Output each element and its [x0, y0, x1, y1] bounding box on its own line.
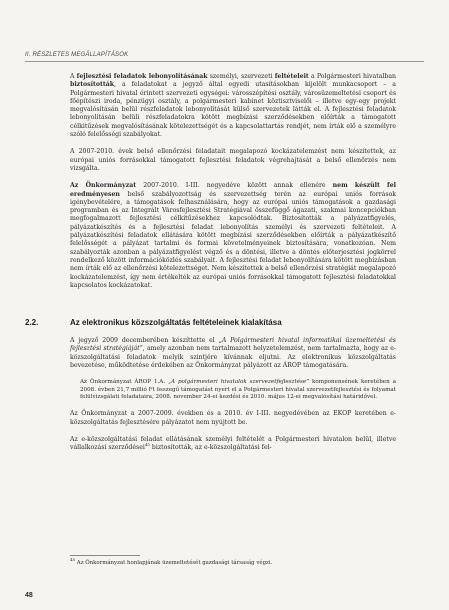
section-title: Az elektronikus közszolgáltatás feltételeinek kialakítása: [70, 318, 282, 327]
footnote-divider: [70, 555, 140, 556]
p3-bold-b: nem készült fel eredményesen: [70, 182, 397, 198]
section-number: 2.2.: [25, 318, 39, 327]
running-header: II. RÉSZLETES MEGÁLLAPÍTÁSOK: [25, 52, 129, 58]
p1-bold-a: fejlesztési feladatok lebonyolításának: [76, 73, 208, 80]
quote-text-b: komponensének keretében a 2008. évben 21,7 millió Ft összegű támogatást nyert el a Polgármesteri hivatal szervezetfejlesztési és folyamat felülvizsgálati feladataira, 2008. november 24-ei kezdési és 2010. május 12-ei megvalósítási határidővel.: [80, 379, 396, 400]
footnote-text: Az Önkormányzat honlapjának üzemeltetését gazdasági társaság végzi.: [75, 560, 273, 566]
paragraph-ekop: Az Önkormányzat a 2007-2009. években és a 2010. év I-III. negyedévében az EKOP keretében e-közszolgáltatás fejlesztésére pályázatot nem nyújtott be.: [70, 410, 396, 426]
p3-text-c: belső szabályozottság és szervezettség terén az európai uniós források igénybevételére, a támogatások felhasználására, hogy az európai uniós támogatások a gazdasági programban és az Integrált Városfejlesztési Stratégiával összefüggő ágazati, szakmai koncepciókban megfogalmazott fejlesztési célkitűzésekhez kapcsolódtak. Biztosították a pályázatfigyelés, pályázatkészítés és a fejlesztési feladat lebonyolítás személyi és szervezeti feltételeit. A pályázatkészítési feladatok ellátására kötött megbízási szerződésekben előírták a pályázatkészítő felelősségét a pályázat tartalmi és formai követelményeinek biztosítására, vonatkozóan. Nem szabályozták azonban a pályázatfigyelést végző és a döntési, illetve a döntés előterjesztési jogkörrel rendelkező között információközlés szabályait. A fejlesztési feladat lebonyolítására kötött megbízásban nem írták elő az ellenőrzési kötelezettséget. Nem készítettek a belső ellenőrzési stratégiát megalapozó kockázatelemzést, így nem értékelték az európai uniós forrásokkal támogatott fejlesztési feladatokkal kapcsolatos kockázatokat.: [70, 190, 396, 289]
paragraph-risk-analysis: A 2007-2010. évek belső ellenőrzési feladatait megalapozó kockázatelemzést nem készítettek, az európai uniós forrásokkal támogatott fejlesztési feladatok végrehajtását a belső ellenőrzés nem vizsgálta.: [70, 148, 396, 172]
paragraph-arop-grant: [80, 379, 396, 401]
s3-text-b: biztosították, az e-közszolgáltatási fel-: [149, 444, 272, 452]
paragraph-organizational-conditions: [70, 73, 396, 139]
main-text-block: [70, 73, 396, 299]
p1-bold-c: biztosították: [70, 81, 115, 89]
footnote: [70, 557, 396, 567]
p1-bold-b: feltételeit: [274, 73, 309, 80]
s1-text-b: , amely azonban nem tartalmazott helyzetelemzést, nem tartalmazta, hogy az e-közszolgáltatási feladatok melyik szintjére kívánnak eljutni. Az elektronikus közszolgáltatás bevezetése, működtetése érdekében az Önkormányzat pályázott az ÁROP támogatására.: [70, 345, 396, 369]
page-number: 48: [25, 592, 33, 599]
s1-italic: „A Polgármesteri hivatal informatikai üzemeltetési és fejlesztési stratégiáját”: [70, 337, 396, 353]
p1-text-d: a Polgármesteri hivatalban: [308, 73, 396, 80]
paragraph-personnel: [70, 436, 396, 453]
quote-text-a: Az Önkormányzat ÁROP 1.A.: [80, 379, 169, 386]
quote-italic: „A polgármesteri hivatalok szervezetfejlesztése”: [168, 379, 310, 386]
p3-bold-a: Az Önkormányzat: [70, 182, 137, 190]
s3-text-a: Az e-közszolgáltatási feladat ellátásának személyi feltételét a Polgármesteri hivatalon belül, illetve vállalkozási szerződései: [70, 436, 396, 452]
paragraph-summary: [70, 182, 396, 290]
s1-text-a: A jegyző 2009 decemberében készíttette el: [70, 337, 219, 344]
p1-text-a: A: [70, 73, 77, 80]
paragraph-strategy: [70, 337, 396, 370]
section-text-block: [70, 337, 396, 462]
footnote-number: 45: [70, 557, 76, 563]
footnote-ref: 45: [144, 442, 150, 448]
header-divider: [25, 61, 424, 62]
p3-text-a: 2007-2010. I-III. negyedéve között annak ellenére: [136, 182, 333, 190]
p1-text-c: személyi, szervezeti: [207, 73, 275, 80]
p1-text-e: , a feladatokat a jegyző által egyedi utasításokban kijelölt munkacsoport – a Polgármesteri hivatal érintett szervezeti egységei: városszépítési osztály, városüzemeltetési csoport és főépítészi iroda, pénzügyi osztály, a polgármesteri kabinet köztisztviselői – illetve egy-egy projekt megvalósításán belül részfeladatok lebonyolítását külső szervezetek látták el. A fejlesztési feladatok lebonyolításán belüli részfeladatokra kötött megbízási szerződésekben előírták a támogatott célkitűzések megvalósításának kötelezettségét és a kapcsolattartás rendjét, nem írták elő a személyre szóló felelősségi szabályokat.: [70, 81, 396, 139]
